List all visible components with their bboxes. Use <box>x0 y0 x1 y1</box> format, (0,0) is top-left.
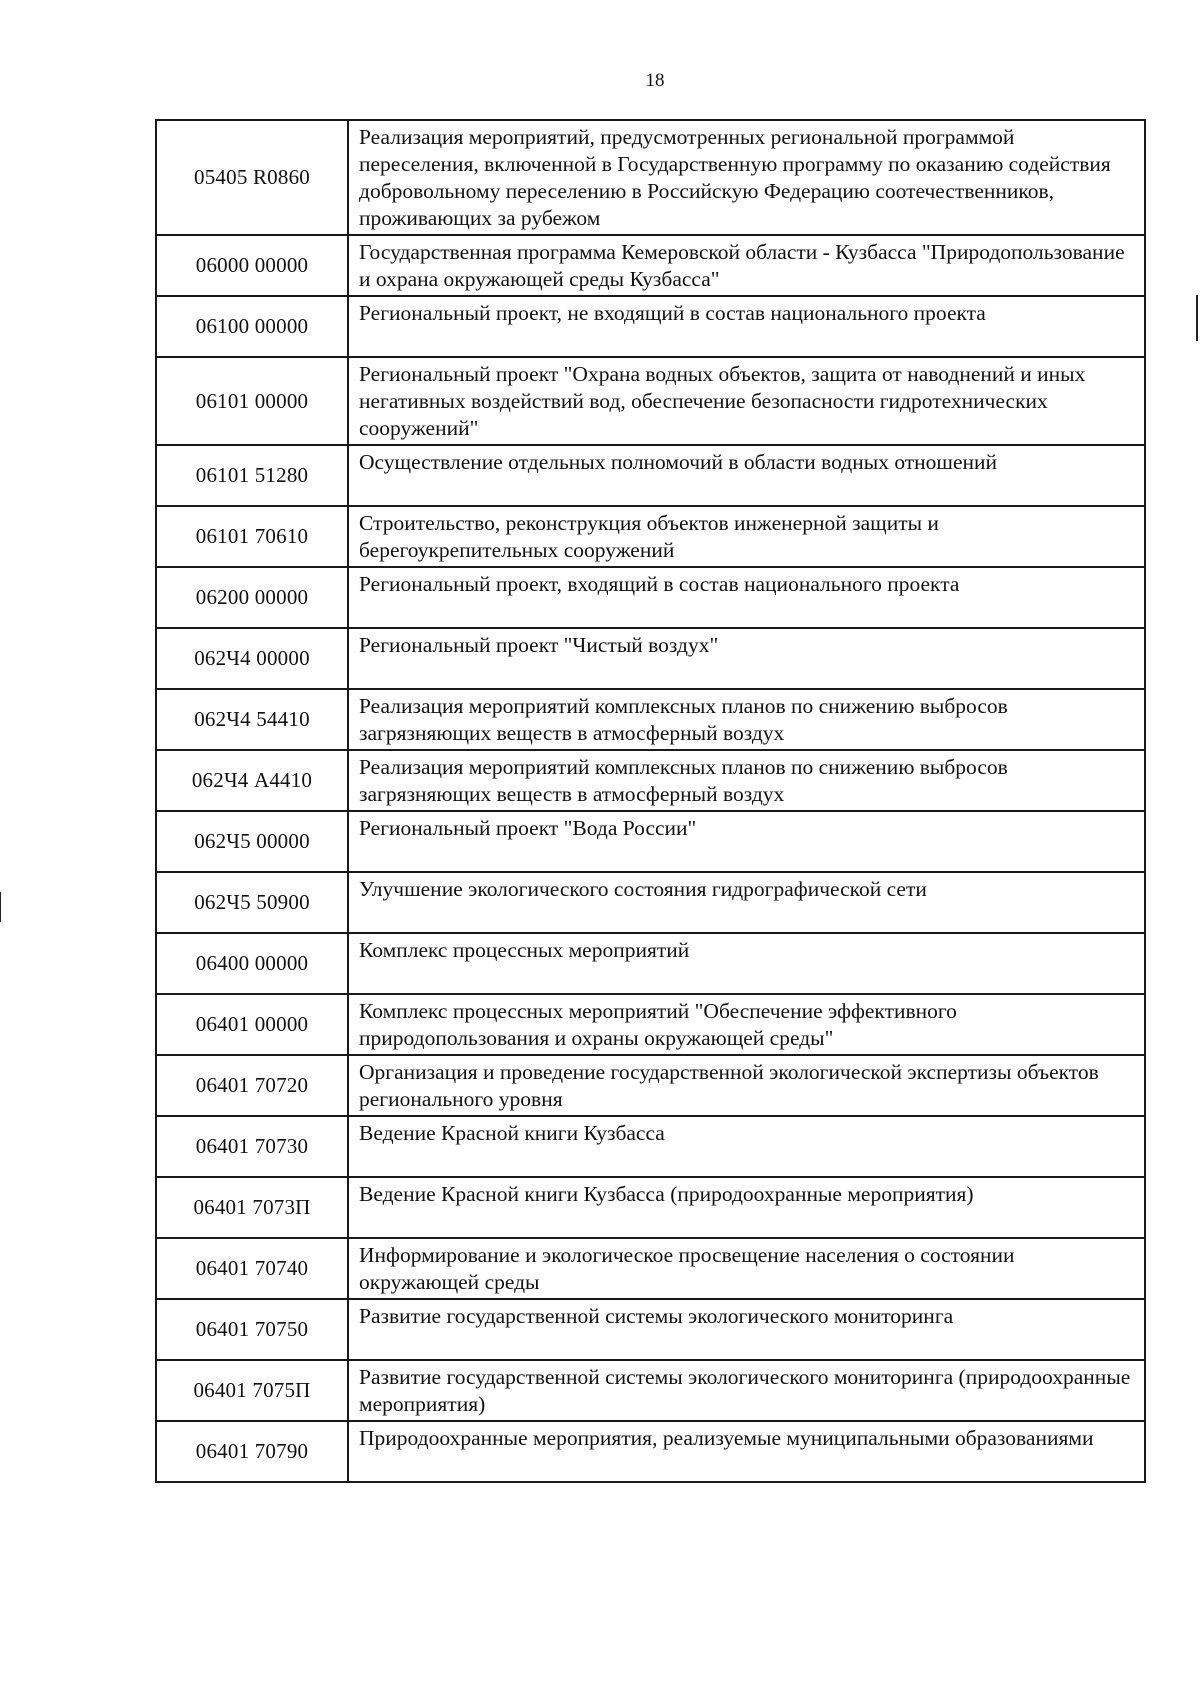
code-cell: 062Ч5 50900 <box>156 872 348 933</box>
table-row <box>156 994 1145 1055</box>
code-cell: 06101 51280 <box>156 445 348 506</box>
table-row <box>156 1238 1145 1299</box>
code-cell: 062Ч4 00000 <box>156 628 348 689</box>
table-row <box>156 933 1145 994</box>
description-cell: Региональный проект, не входящий в состав национального проекта <box>348 296 1145 357</box>
description-cell: Информирование и экологическое просвещение населения о состоянии окружающей среды <box>348 1238 1145 1299</box>
code-cell: 06401 00000 <box>156 994 348 1055</box>
description-cell: Улучшение экологического состояния гидрографической сети <box>348 872 1145 933</box>
table-row <box>156 750 1145 811</box>
code-cell: 062Ч5 00000 <box>156 811 348 872</box>
description-cell: Региональный проект "Охрана водных объектов, защита от наводнений и иных негативных воздействий вод, обеспечение безопасности гидротехнических сооружений" <box>348 357 1145 445</box>
description-cell: Комплекс процессных мероприятий <box>348 933 1145 994</box>
code-cell: 06401 7073П <box>156 1177 348 1238</box>
description-cell: Природоохранные мероприятия, реализуемые муниципальными образованиями <box>348 1421 1145 1482</box>
code-cell: 06401 70720 <box>156 1055 348 1116</box>
code-cell: 06200 00000 <box>156 567 348 628</box>
table-row <box>156 1360 1145 1421</box>
description-cell: Региональный проект "Вода России" <box>348 811 1145 872</box>
code-cell: 06000 00000 <box>156 235 348 296</box>
description-cell: Развитие государственной системы экологического мониторинга (природоохранные мероприятия) <box>348 1360 1145 1421</box>
description-cell: Реализация мероприятий комплексных планов по снижению выбросов загрязняющих веществ в атмосферный воздух <box>348 750 1145 811</box>
table-row <box>156 567 1145 628</box>
description-cell: Организация и проведение государственной экологической экспертизы объектов регионального уровня <box>348 1055 1145 1116</box>
table-row <box>156 1116 1145 1177</box>
code-cell: 06100 00000 <box>156 296 348 357</box>
description-cell: Осуществление отдельных полномочий в области водных отношений <box>348 445 1145 506</box>
code-cell: 06401 70750 <box>156 1299 348 1360</box>
code-cell: 06401 7075П <box>156 1360 348 1421</box>
table-row <box>156 1421 1145 1482</box>
code-cell: 06401 70790 <box>156 1421 348 1482</box>
table-row <box>156 357 1145 445</box>
code-cell: 05405 R0860 <box>156 120 348 235</box>
code-cell: 06401 70730 <box>156 1116 348 1177</box>
code-cell: 062Ч4 А4410 <box>156 750 348 811</box>
table-row <box>156 872 1145 933</box>
table-row <box>156 1055 1145 1116</box>
table-row <box>156 445 1145 506</box>
description-cell: Ведение Красной книги Кузбасса (природоохранные мероприятия) <box>348 1177 1145 1238</box>
table-row <box>156 506 1145 567</box>
scan-margin-mark <box>1196 295 1198 341</box>
description-cell: Развитие государственной системы экологического мониторинга <box>348 1299 1145 1360</box>
code-cell: 06400 00000 <box>156 933 348 994</box>
code-cell: 062Ч4 54410 <box>156 689 348 750</box>
table-row <box>156 1177 1145 1238</box>
table-row <box>156 811 1145 872</box>
description-cell: Региональный проект, входящий в состав национального проекта <box>348 567 1145 628</box>
code-cell: 06101 70610 <box>156 506 348 567</box>
table-row <box>156 689 1145 750</box>
table-row <box>156 628 1145 689</box>
description-cell: Государственная программа Кемеровской области - Кузбасса "Природопользование и охрана окружающей среды Кузбасса" <box>348 235 1145 296</box>
code-cell: 06401 70740 <box>156 1238 348 1299</box>
table-row <box>156 120 1145 235</box>
description-cell: Строительство, реконструкция объектов инженерной защиты и берегоукрепительных сооружений <box>348 506 1145 567</box>
description-cell: Реализация мероприятий комплексных планов по снижению выбросов загрязняющих веществ в атмосферный воздух <box>348 689 1145 750</box>
scan-margin-mark <box>0 892 1 922</box>
table-row <box>156 296 1145 357</box>
description-cell: Комплекс процессных мероприятий "Обеспечение эффективного природопользования и охраны окружающей среды" <box>348 994 1145 1055</box>
code-cell: 06101 00000 <box>156 357 348 445</box>
page-number: 18 <box>645 70 665 91</box>
table-row <box>156 235 1145 296</box>
description-cell: Ведение Красной книги Кузбасса <box>348 1116 1145 1177</box>
budget-codes-table <box>155 119 1146 1483</box>
table-row <box>156 1299 1145 1360</box>
description-cell: Региональный проект "Чистый воздух" <box>348 628 1145 689</box>
description-cell: Реализация мероприятий, предусмотренных региональной программой переселения, включенной в Государственную программу по оказанию содействия добровольному переселению в Российскую Федерацию соотечественников, проживающих за рубежом <box>348 120 1145 235</box>
